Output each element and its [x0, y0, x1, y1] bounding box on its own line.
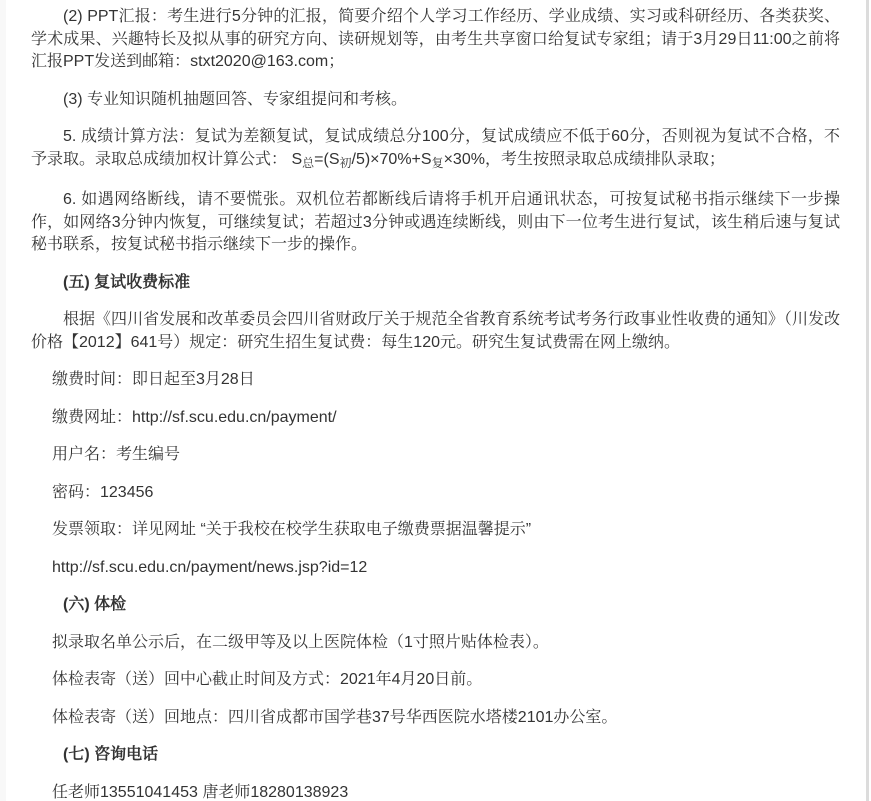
paragraph-fee-basis: 根据《四川省发展和改革委员会四川省财政厅关于规范全省教育系统考试考务行政事业性收费的通知》（川发改价格【2012】641号）规定：研究生招生复试费：每生120元。研究生复试费需在网上缴纳。: [31, 311, 840, 351]
score-subscript-total: 总: [302, 155, 315, 170]
score-text-lead: 5. 成绩计算方法：复试为差额复试，复试成绩总分100分，复试成绩应不低于60分，否则视为复试不合格，不予录取。录取总成绩加权计算公式： S: [31, 128, 840, 168]
paragraph-network-disconnection: 6. 如遇网络断线，请不要慌张。双机位若都断线后请将手机开启通讯状态，可按复试秘书指示继续下一步操作，如网络3分钟内恢复，可继续复试；若超过3分钟或遇连续断线，则由下一位考生进行复试，该生稍后速与复试秘书联系，按复试秘书指示继续下一步的操作。: [31, 191, 840, 253]
line-invoice-url: http://sf.scu.edu.cn/payment/news.jsp?id=12: [52, 558, 368, 576]
line-password: 密码：123456: [52, 483, 154, 501]
line-exam-form-deadline: 体检表寄（送）回中心截止时间及方式：2021年4月20日前。: [52, 671, 483, 688]
line-username: 用户名：考生编号: [52, 446, 181, 463]
paragraph-random-questions: (3) 专业知识随机抽题回答、专家组提问和考核。: [63, 90, 408, 108]
line-payment-url: 缴费网址：http://sf.scu.edu.cn/payment/: [52, 408, 337, 426]
line-payment-time: 缴费时间：即日起至3月28日: [52, 371, 255, 388]
paragraph-physical-exam: 拟录取名单公示后，在二级甲等及以上医院体检（1寸照片贴体检表）。: [52, 633, 549, 651]
score-text-mid1: =(S: [314, 150, 340, 168]
line-exam-form-address: 体检表寄（送）回地点：四川省成都市国学巷37号华西医院水塔楼2101办公室。: [52, 708, 618, 726]
paragraph-ppt-report: (2) PPT汇报：考生进行5分钟的汇报，简要介绍个人学习工作经历、学业成绩、实习或科研经历、各类获奖、学术成果、兴趣特长及拟从事的研究方向、读研规划等，由考生共享窗口给复试专家组；请于3月29日11:00之前将汇报PPT发送到邮箱：stxt2020@163.com；: [31, 8, 840, 70]
score-text-mid2: /5)×70%+S: [351, 150, 432, 168]
heading-contact: (七) 咨询电话: [63, 746, 159, 763]
line-invoice: 发票领取：详见网址 “关于我校在校学生获取电子缴费票据温馨提示”: [52, 521, 532, 538]
line-contact-phones: 任老师13551041453 唐老师18280138923: [52, 783, 349, 801]
score-text-tail: ×30%，考生按照录取总成绩排队录取；: [443, 150, 725, 168]
heading-physical-exam: (六) 体检: [63, 596, 127, 613]
heading-fee-standard: (五) 复试收费标准: [63, 273, 191, 291]
score-subscript-retest: 复: [431, 155, 444, 170]
score-subscript-initial: 初: [339, 155, 352, 170]
paragraph-score-calculation: [31, 126, 840, 174]
